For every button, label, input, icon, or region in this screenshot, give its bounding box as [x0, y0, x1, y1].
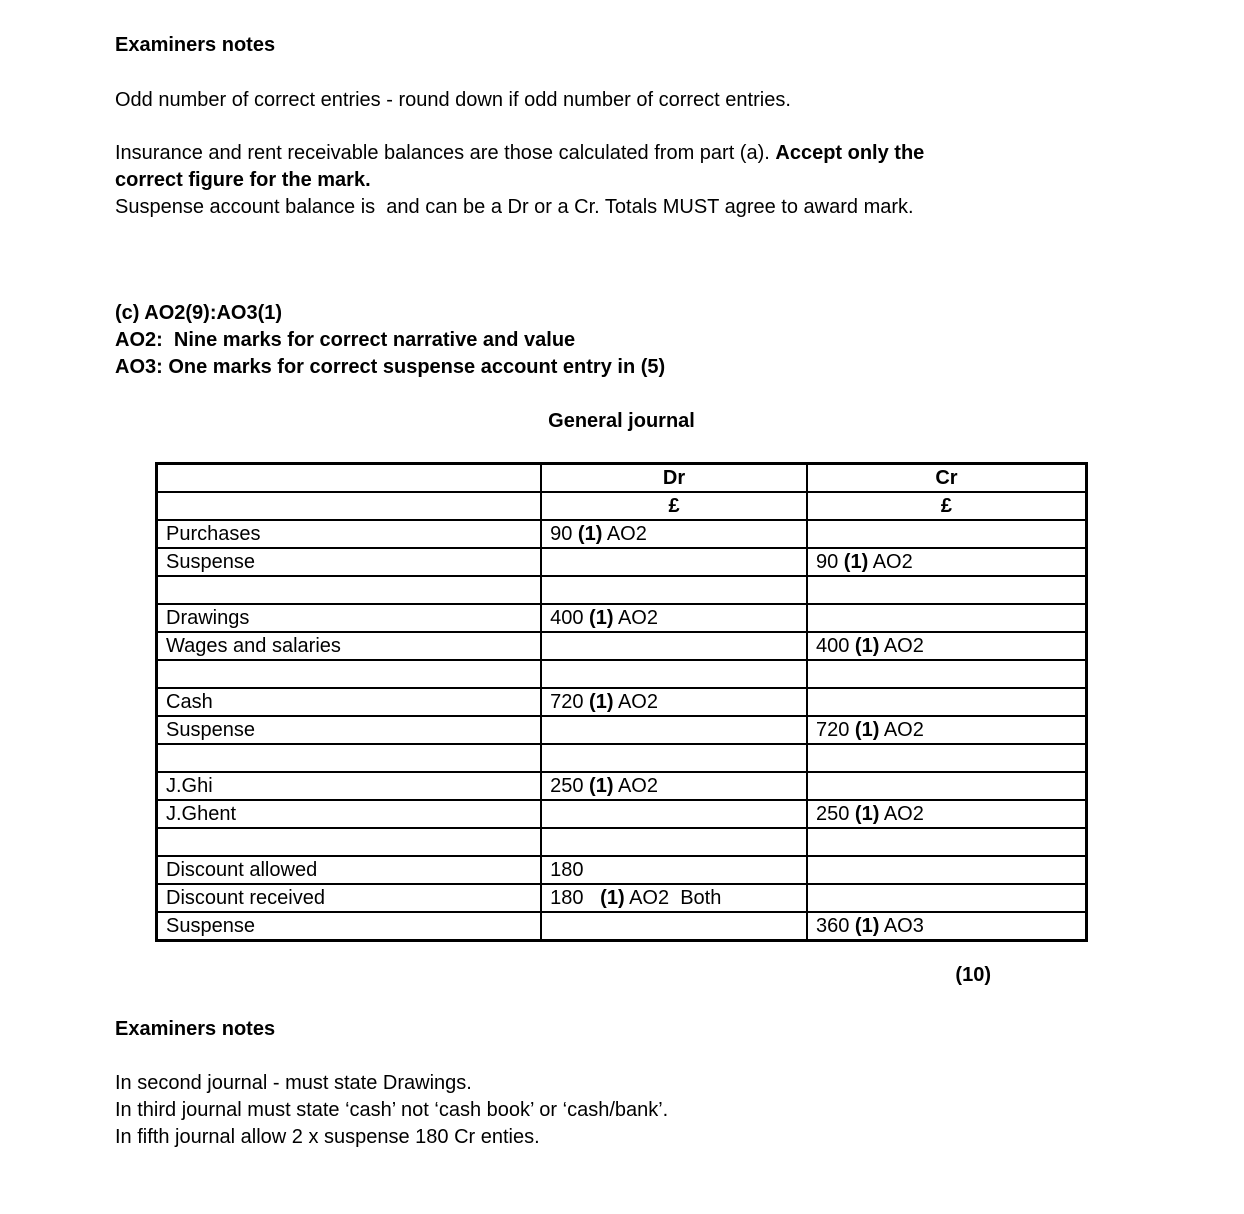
- currency-dr-cell: £: [541, 492, 807, 520]
- cr-cell: 400 (1) AO2: [807, 632, 1087, 660]
- account-cell: Drawings: [157, 604, 542, 632]
- account-cell: Discount allowed: [157, 856, 542, 884]
- table-row: [157, 548, 1087, 576]
- dr-cell: [541, 912, 807, 941]
- table-row: [157, 856, 1087, 884]
- currency-cr-cell: £: [807, 492, 1087, 520]
- account-cell: Suspense: [157, 548, 542, 576]
- cr-cell: 720 (1) AO2: [807, 716, 1087, 744]
- cr-cell: 90 (1) AO2: [807, 548, 1087, 576]
- header-blank-cell: [157, 464, 542, 493]
- note-line: In second journal - must state Drawings.: [115, 1072, 472, 1094]
- cr-cell: [807, 688, 1087, 716]
- dr-cell: [541, 660, 807, 688]
- account-cell: Suspense: [157, 912, 542, 941]
- header-cr-cell: Cr: [807, 464, 1087, 493]
- account-cell: J.Ghent: [157, 800, 542, 828]
- currency-blank-cell: [157, 492, 542, 520]
- account-cell: [157, 744, 542, 772]
- account-cell: Cash: [157, 688, 542, 716]
- dr-cell: [541, 800, 807, 828]
- dr-cell: 400 (1) AO2: [541, 604, 807, 632]
- notes-top-para1: Odd number of correct entries - round down if odd number of correct entries.: [115, 89, 791, 111]
- table-row: [157, 828, 1087, 856]
- table-header-row: [157, 464, 1087, 493]
- notes-top-para2-line1: Insurance and rent receivable balances are those calculated from part (a). Accept only the: [115, 142, 925, 164]
- table-row: [157, 884, 1087, 912]
- criteria-line-2: AO2: Nine marks for correct narrative and value: [115, 329, 576, 351]
- notes-bottom: [115, 1070, 1088, 1151]
- dr-cell: [541, 828, 807, 856]
- account-cell: [157, 576, 542, 604]
- general-journal-table: [155, 462, 1088, 942]
- dr-cell: [541, 576, 807, 604]
- cr-cell: [807, 744, 1087, 772]
- cr-cell: [807, 828, 1087, 856]
- table-row: [157, 632, 1087, 660]
- table-row: [157, 604, 1087, 632]
- cr-cell: [807, 856, 1087, 884]
- dr-cell: 180: [541, 856, 807, 884]
- dr-cell: [541, 632, 807, 660]
- marks-badge: (10): [955, 964, 991, 986]
- notes-top-para2-line3: Suspense account balance is and can be a Dr or a Cr. Totals MUST agree to award mark.: [115, 196, 914, 218]
- dr-cell: 90 (1) AO2: [541, 520, 807, 548]
- account-cell: Purchases: [157, 520, 542, 548]
- notes-bottom-heading: Examiners notes: [115, 1018, 276, 1040]
- notes-top-heading: Examiners notes: [115, 34, 276, 56]
- dr-cell: 180 (1) AO2 Both: [541, 884, 807, 912]
- table-row: [157, 576, 1087, 604]
- note-line: In fifth journal allow 2 x suspense 180 Cr enties.: [115, 1126, 540, 1148]
- account-cell: [157, 828, 542, 856]
- cr-cell: [807, 520, 1087, 548]
- dr-cell: [541, 716, 807, 744]
- cr-cell: [807, 884, 1087, 912]
- criteria-line-1: (c) AO2(9):AO3(1): [115, 302, 283, 324]
- cr-cell: [807, 576, 1087, 604]
- criteria-line-3: AO3: One marks for correct suspense account entry in (5): [115, 356, 666, 378]
- dr-cell: [541, 548, 807, 576]
- marks-total: [115, 962, 1088, 989]
- dr-cell: 720 (1) AO2: [541, 688, 807, 716]
- cr-cell: 250 (1) AO2: [807, 800, 1087, 828]
- journal-title: General journal: [548, 410, 695, 432]
- account-cell: J.Ghi: [157, 772, 542, 800]
- cr-cell: [807, 604, 1087, 632]
- table-row: [157, 520, 1087, 548]
- note-line: In third journal must state ‘cash’ not ‘cash book’ or ‘cash/bank’.: [115, 1099, 669, 1121]
- table-row: [157, 744, 1087, 772]
- notes-top-para2-line2: correct figure for the mark.: [115, 169, 371, 191]
- account-cell: [157, 660, 542, 688]
- cr-cell: [807, 660, 1087, 688]
- table-row: [157, 716, 1087, 744]
- table-row: [157, 660, 1087, 688]
- header-dr-cell: Dr: [541, 464, 807, 493]
- cr-cell: 360 (1) AO3: [807, 912, 1087, 941]
- table-row: [157, 912, 1087, 941]
- dr-cell: [541, 744, 807, 772]
- dr-cell: 250 (1) AO2: [541, 772, 807, 800]
- table-row: [157, 688, 1087, 716]
- table-row: [157, 800, 1087, 828]
- table-currency-row: [157, 492, 1087, 520]
- account-cell: Wages and salaries: [157, 632, 542, 660]
- notes-top-para2: [115, 140, 1088, 221]
- marking-criteria: [115, 300, 1088, 381]
- account-cell: Discount received: [157, 884, 542, 912]
- cr-cell: [807, 772, 1087, 800]
- table-row: [157, 772, 1087, 800]
- account-cell: Suspense: [157, 716, 542, 744]
